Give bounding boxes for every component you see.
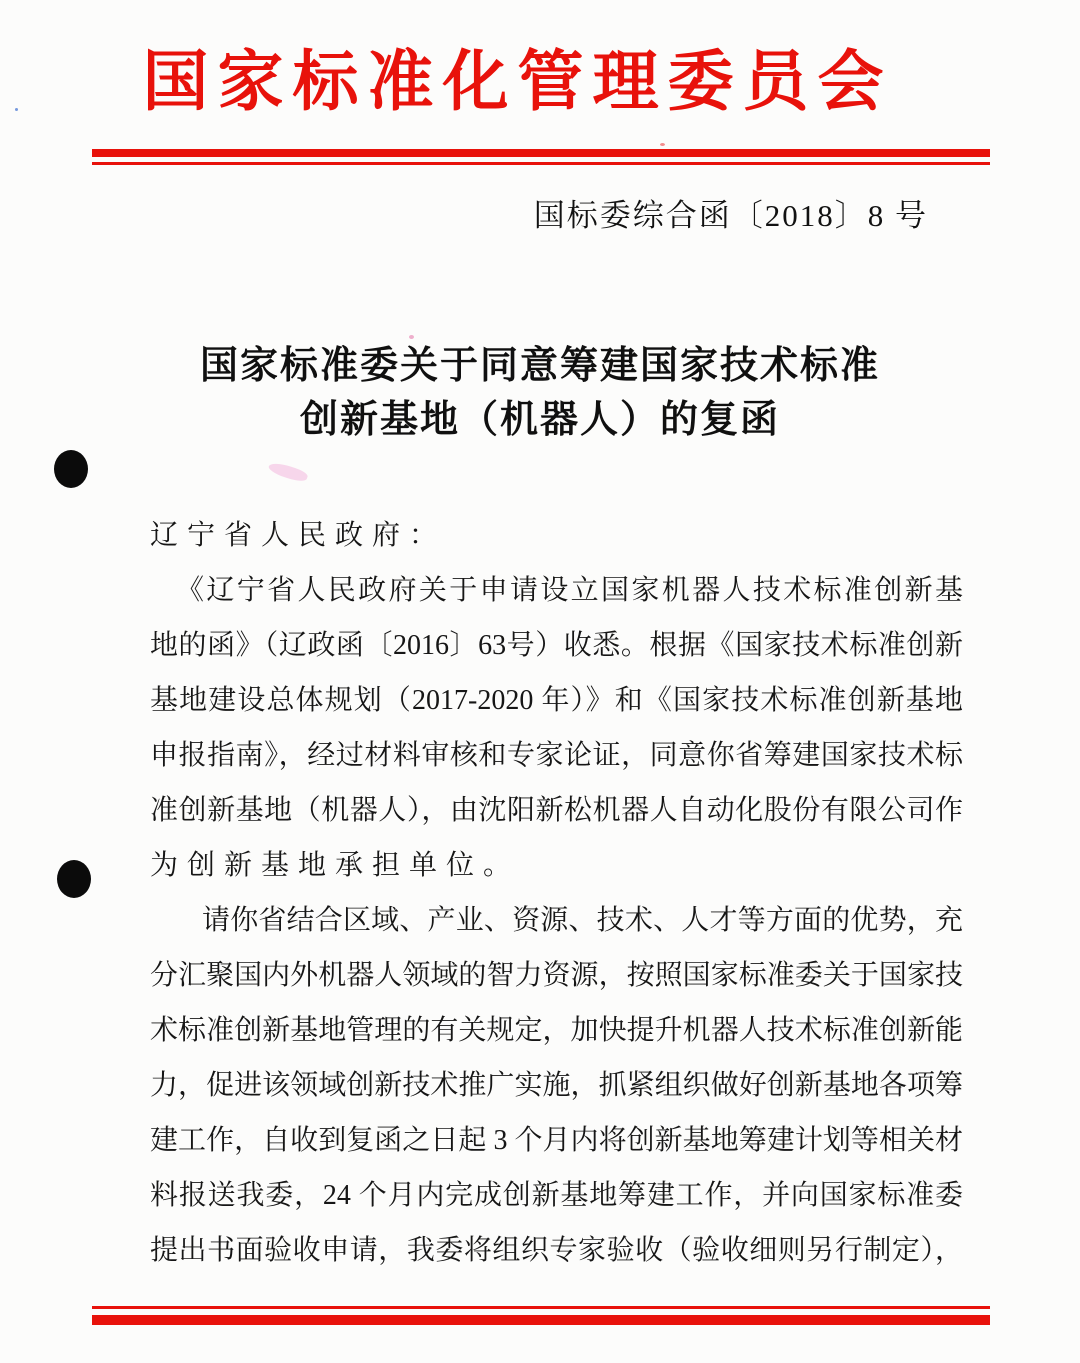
header-rule-thick: [92, 149, 990, 157]
document-body: [150, 508, 963, 1278]
hole-punch-mark: [57, 860, 91, 898]
document-number: 国标委综合函〔2018〕8 号: [533, 198, 928, 233]
body-line: 提出书面验收申请，我委将组织专家验收（验收细则另行制定），: [150, 1235, 963, 1266]
body-line: 地的函》（辽政函〔2016〕63号）收悉。根据《国家技术标准创新: [150, 630, 963, 661]
body-line: 申报指南》，经过材料审核和专家论证，同意你省筹建国家技术标: [150, 740, 963, 771]
body-line-salutation: 辽宁省人民政府：: [150, 520, 447, 551]
body-line: 《辽宁省人民政府关于申请设立国家机器人技术标准创新基: [176, 575, 963, 606]
body-line: 基地建设总体规划（2017-2020 年）》和《国家技术标准创新基地: [150, 685, 963, 716]
body-line: 力，促进该领域创新技术推广实施，抓紧组织做好创新基地各项筹: [150, 1070, 963, 1101]
letterhead-org-title: 国家标准化管理委员会: [142, 46, 893, 119]
body-line: 分汇聚国内外机器人领域的智力资源，按照国家标准委关于国家技: [150, 960, 963, 991]
body-line: 建工作，自收到复函之日起 3 个月内将创新基地筹建计划等相关材: [150, 1125, 963, 1156]
footer-rule-thin: [92, 1306, 990, 1309]
document-title: [0, 339, 1080, 447]
body-line: 准创新基地（机器人），由沈阳新松机器人自动化股份有限公司作: [150, 795, 963, 826]
body-line: 术标准创新基地管理的有关规定，加快提升机器人技术标准创新能: [150, 1015, 963, 1046]
document-title-line1: 国家标准委关于同意筹建国家技术标准: [199, 345, 880, 387]
scan-speck: [267, 460, 309, 484]
document-title-line2: 创新基地（机器人）的复函: [299, 399, 780, 441]
hole-punch-mark: [54, 450, 88, 488]
body-line: 为创新基地承担单位。: [150, 850, 521, 881]
scan-speck: [660, 143, 665, 146]
body-line: 请你省结合区域、产业、资源、技术、人才等方面的优势，充: [202, 905, 963, 936]
body-line: 料报送我委，24 个月内完成创新基地筹建工作，并向国家标准委: [150, 1180, 963, 1211]
scan-speck: [409, 335, 414, 339]
header-rule-thin: [92, 162, 990, 165]
scan-speck: [15, 108, 18, 111]
footer-rule-thick: [92, 1315, 990, 1325]
